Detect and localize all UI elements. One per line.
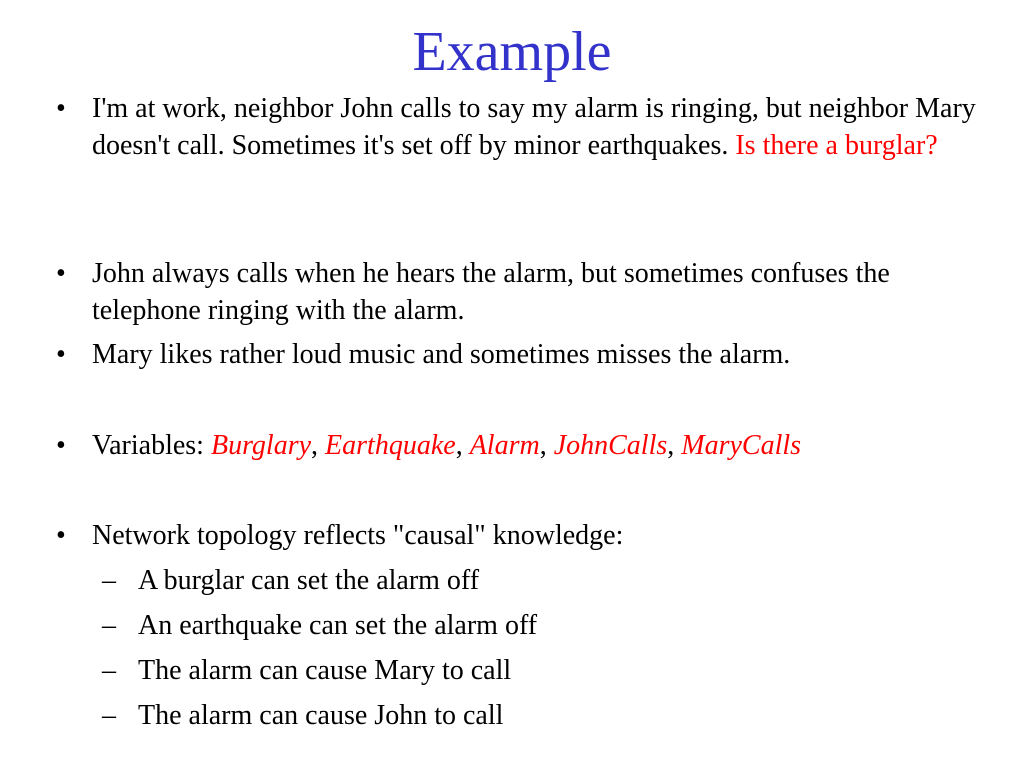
sub-item-2 <box>102 607 962 644</box>
bullet-item-5 <box>56 517 976 554</box>
bullet-item-2 <box>56 255 976 329</box>
sub-item-1 <box>102 562 962 599</box>
bullet-icon: • <box>56 520 66 551</box>
bullet-text: Mary likes rather loud music and sometimes misses the alarm. <box>92 339 791 370</box>
bullet-item-3 <box>56 336 976 373</box>
variable-separator: , <box>455 430 470 461</box>
variable-johncalls: JohnCalls <box>553 430 668 461</box>
variable-separator: , <box>539 430 554 461</box>
bullet-icon: • <box>56 258 66 289</box>
bullet-text: Network topology reflects "causal" knowledge: <box>92 520 624 551</box>
bullet-body: I'm at work, neighbor John calls to say my alarm is ringing, but neighbor Mary doesn't call. Sometimes it's set off by minor earthquakes. <box>92 93 976 161</box>
bullet-icon: • <box>56 339 66 370</box>
bullet-icon: • <box>56 430 66 461</box>
sub-item-text: The alarm can cause Mary to call <box>138 655 512 686</box>
bullet-item-4 <box>56 427 976 464</box>
variables-line <box>92 427 976 464</box>
bullet-item-1 <box>56 90 976 164</box>
sub-item-text: The alarm can cause John to call <box>138 700 504 731</box>
variable-separator: , <box>311 430 326 461</box>
dash-icon: – <box>102 565 116 596</box>
variable-separator: , <box>667 430 682 461</box>
variable-earthquake: Earthquake <box>325 430 456 461</box>
sub-item-text: An earthquake can set the alarm off <box>138 610 538 641</box>
variable-marycalls: MaryCalls <box>681 430 802 461</box>
bullet-text <box>92 90 976 164</box>
dash-icon: – <box>102 655 116 686</box>
variable-alarm: Alarm <box>469 430 540 461</box>
slide-title: Example <box>412 21 612 83</box>
dash-icon: – <box>102 610 116 641</box>
question-highlight: Is there a burglar? <box>735 130 938 161</box>
bullet-text: John always calls when he hears the alarm, but sometimes confuses the telephone ringing with the alarm. <box>92 258 890 326</box>
variables-prefix: Variables: <box>92 430 211 461</box>
bullet-icon: • <box>56 93 66 124</box>
sub-item-text: A burglar can set the alarm off <box>138 565 480 596</box>
variable-burglary: Burglary <box>210 430 312 461</box>
sub-item-4 <box>102 697 962 734</box>
dash-icon: – <box>102 700 116 731</box>
sub-item-3 <box>102 652 962 689</box>
